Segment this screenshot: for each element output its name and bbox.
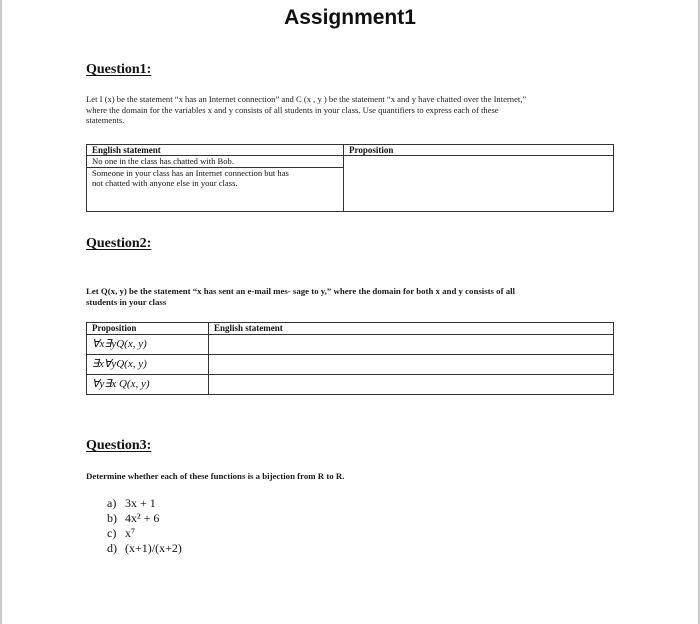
item-label: b) bbox=[107, 511, 117, 525]
list-item bbox=[107, 526, 182, 541]
question2-proposition-1: ∀x∃yQ(x, y) bbox=[87, 335, 209, 355]
table-row bbox=[87, 355, 614, 375]
question1-table-row bbox=[87, 156, 614, 212]
list-item bbox=[107, 496, 182, 511]
question2-english-cell-1[interactable] bbox=[209, 335, 614, 355]
question1-heading: Question1: bbox=[86, 62, 152, 77]
question1-english-cell bbox=[87, 156, 344, 212]
list-item bbox=[107, 511, 182, 526]
question1-row2-text bbox=[87, 168, 343, 189]
item-expression: x⁷ bbox=[125, 526, 136, 540]
question1-table-header-row bbox=[87, 145, 614, 156]
list-item bbox=[107, 541, 182, 556]
question1-text bbox=[86, 94, 616, 126]
question2-heading: Question2: bbox=[86, 236, 152, 251]
question1-row2-line2: not chatted with anyone else in your class. bbox=[92, 178, 238, 189]
question2-proposition-3: ∀y∃x Q(x, y) bbox=[87, 375, 209, 395]
question1-row1-text: No one in the class has chatted with Bob. bbox=[87, 156, 343, 168]
question2-english-cell-3[interactable] bbox=[209, 375, 614, 395]
page-title: Assignment1 bbox=[284, 6, 416, 29]
question2-text bbox=[86, 286, 616, 308]
question1-line1: Let I (x) be the statement “x has an Internet connection” and C (x , y ) be the statement “x and y have chatted over the Internet,” bbox=[86, 94, 527, 104]
table-row bbox=[87, 335, 614, 355]
page-edge-left bbox=[0, 0, 2, 624]
question1-proposition-cell[interactable] bbox=[344, 156, 614, 212]
question1-row2-line1: Someone in your class has an Internet connection but has bbox=[92, 167, 289, 178]
question2-col-english: English statement bbox=[209, 323, 614, 335]
item-expression: (x+1)/(x+2) bbox=[125, 541, 182, 555]
question1-line3: statements. bbox=[86, 115, 125, 126]
item-expression: 3x + 1 bbox=[125, 496, 156, 510]
question3-list bbox=[107, 496, 182, 556]
item-expression: 4x² + 6 bbox=[125, 511, 160, 525]
question3-text: Determine whether each of these functions is a bijection from R to R. bbox=[86, 471, 345, 481]
question2-line1: Let Q(x, y) be the statement “x has sent an e-mail mes- sage to y,” where the domain for both x and y consists of all bbox=[86, 286, 515, 296]
question1-col-english: English statement bbox=[87, 145, 344, 156]
question1-line2: where the domain for the variables x and y consists of all students in your class. Use quantifiers to express each of these bbox=[86, 104, 499, 115]
question2-table-header-row bbox=[87, 323, 614, 335]
question2-proposition-2: ∃x∀yQ(x, y) bbox=[87, 355, 209, 375]
table-row bbox=[87, 375, 614, 395]
item-label: c) bbox=[107, 526, 117, 540]
question2-line2: students in your class bbox=[86, 297, 167, 307]
question2-col-proposition: Proposition bbox=[87, 323, 209, 335]
item-label: d) bbox=[107, 541, 117, 555]
question3-heading: Question3: bbox=[86, 438, 152, 453]
question1-table bbox=[86, 144, 614, 212]
question2-english-cell-2[interactable] bbox=[209, 355, 614, 375]
question2-table bbox=[86, 322, 614, 395]
item-label: a) bbox=[107, 496, 117, 510]
question1-col-proposition: Proposition bbox=[344, 145, 614, 156]
